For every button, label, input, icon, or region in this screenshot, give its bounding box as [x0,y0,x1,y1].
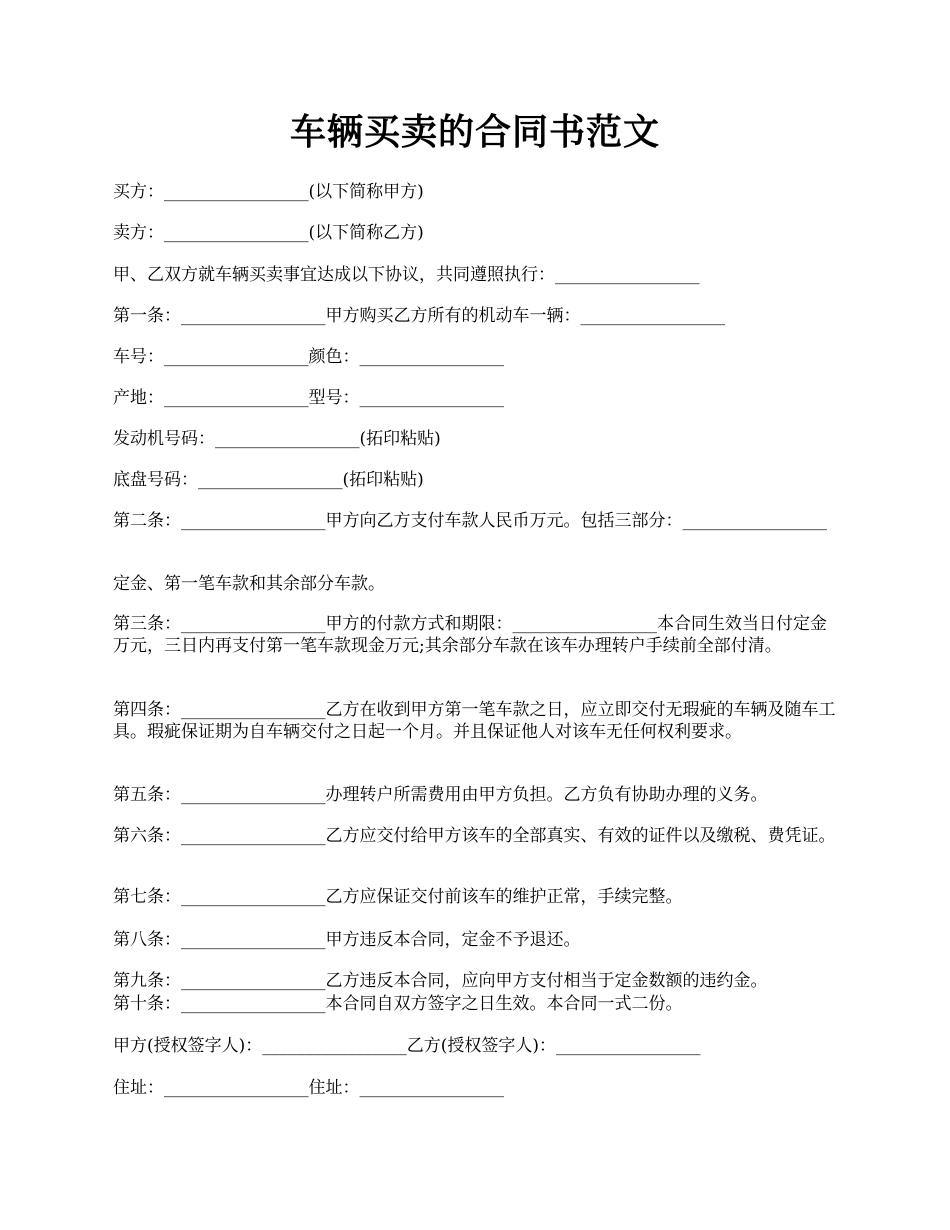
article-3: 第三条：_________________甲方的付款方式和期限：_________________本合同生效当日付定金万元，三日内再支付第一笔车款现金万元;其余部分车款在该车办理转户手续前全部付清。 [113,614,827,656]
signatory-line: 甲方(授权签字人)：_________________乙方(授权签字人)：_________________ [113,1036,701,1056]
engine-number-line: 发动机号码：_________________(拓印粘贴) [113,429,441,449]
origin-model-line: 产地：_________________型号：_________________ [113,388,504,408]
article-5: 第五条：_________________办理转户所需费用由甲方负担。乙方负有协助办理的义务。 [113,785,768,805]
seller-line: 卖方：_________________(以下简称乙方) [113,223,424,243]
plate-color-line: 车号：_________________颜色：_________________ [113,347,504,367]
article-9: 第九条：_________________乙方违反本合同，应向甲方支付相当于定金数额的违约金。 [113,971,768,991]
document-title: 车辆买卖的合同书范文 [289,111,660,153]
article-10: 第十条：_________________本合同自双方签字之日生效。本合同一式二份。 [113,994,683,1014]
chassis-number-line: 底盘号码：_________________(拓印粘贴) [113,470,424,490]
intro-line: 甲、乙双方就车辆买卖事宜达成以下协议，共同遵照执行：_________________ [113,265,700,285]
article-6: 第六条：_________________乙方应交付给甲方该车的全部真实、有效的证件以及缴税、费凭证。 [113,826,836,846]
article-8: 第八条：_________________甲方违反本合同，定金不予退还。 [113,930,581,950]
article-4: 第四条：_________________乙方在收到甲方第一笔车款之日，应立即交付无瑕疵的车辆及随车工具。瑕疵保证期为自车辆交付之日起一个月。并且保证他人对该车无任何权利要求。 [113,700,836,742]
article-2: 第二条：_________________甲方向乙方支付车款人民币万元。包括三部分：_________________ [113,511,827,531]
buyer-line: 买方：_________________(以下简称甲方) [113,182,424,202]
article-7: 第七条：_________________乙方应保证交付前该车的维护正常，手续完整。 [113,887,683,907]
address-line: 住址：_________________住址：_________________ [113,1078,504,1098]
article-2-continued: 定金、第一笔车款和其余部分车款。 [113,574,385,594]
article-1: 第一条：_________________甲方购买乙方所有的机动车一辆：_________________ [113,306,725,326]
